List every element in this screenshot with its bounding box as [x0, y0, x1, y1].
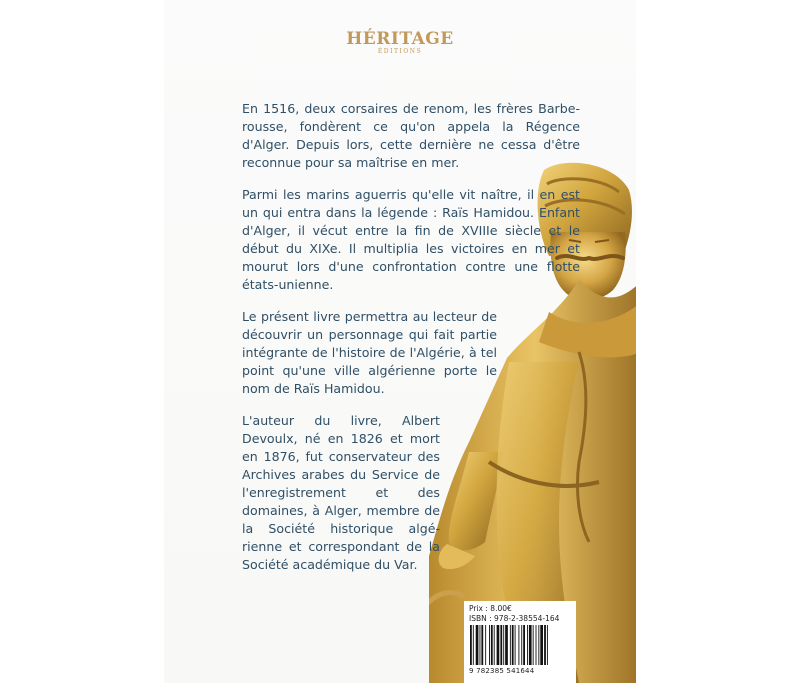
price-label: Prix : 8.00€: [469, 604, 512, 613]
book-back-cover: [164, 0, 636, 683]
price-barcode-box: [464, 601, 576, 683]
blurb-paragraph: Le présent livre permettra au lecteur de découvrir un personnage qui fait partie intégrante de l'histoire de l'Algérie, à tel point qu'une ville algérienne porte le nom de Raïs Hamidou.: [242, 309, 497, 396]
blurb-paragraph: En 1516, deux corsaires de renom, les frères Barbe-rousse, fondèrent ce qu'on appela la Régence d'Alger. Depuis lors, cette dernière ne cessa d'être reconnue pour sa maîtrise en mer.: [242, 101, 580, 170]
back-cover-blurb: [242, 100, 580, 588]
publisher-sub: ÉDITIONS: [377, 48, 423, 55]
barcode-image: [469, 625, 571, 665]
isbn-label: ISBN : 978-2-38554-164: [469, 614, 560, 623]
blurb-paragraph: Parmi les marins aguerris qu'elle vit naître, il en est un qui entra dans la légende : Raïs Hamidou. Enfant d'Alger, il vécut entre la fin de XVIIIe siècle et le début du XIXe. Il multiplia les victoires en mer et mourut lors d'une confrontation contre une flotte états-unienne.: [242, 187, 580, 292]
publisher-logo: [164, 29, 636, 55]
blurb-paragraph: L'auteur du livre, Albert Devoulx, né en 1826 et mort en 1876, fut conservateur des Archives arabes du Service de l'enregistrement et des domaines, à Alger, membre de la Société historique algé-rienne et correspondant de la Société académique du Var.: [242, 413, 440, 572]
publisher-name: HÉRITAGE: [346, 29, 454, 49]
barcode-digits: 9 782385 541644: [469, 667, 535, 675]
